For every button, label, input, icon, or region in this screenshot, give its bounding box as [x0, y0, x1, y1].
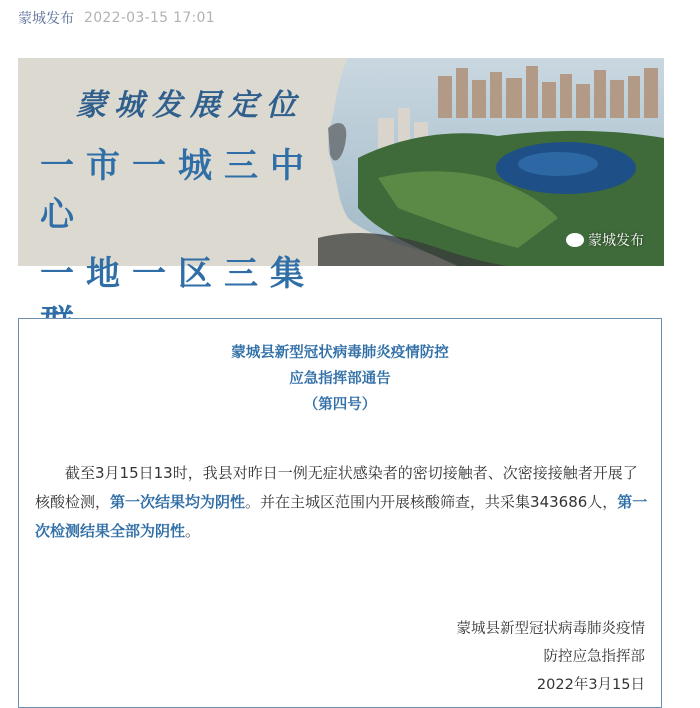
- banner-line-2: 一地一区三集: [40, 254, 316, 294]
- signature-line-1: 蒙城县新型冠状病毒肺炎疫情: [456, 621, 645, 637]
- body-text-1: 截至3月15日13时，我县对昨日一例无症状感染者的密切接触者、次密接接触者开展了核酸检测，: [35, 464, 638, 511]
- notice-title-line-2: 应急指挥部通告: [289, 371, 391, 387]
- notice-date: 2022年3月15日: [536, 677, 645, 693]
- notice-title-line-3: （第四号）: [303, 397, 377, 413]
- article-meta: [18, 8, 215, 28]
- watermark-text: 蒙城发布: [588, 233, 644, 249]
- notice-box: [18, 318, 662, 708]
- highlight-result-2: 第一次检测结果全部为阴性: [35, 493, 648, 540]
- watermark: [566, 230, 644, 250]
- banner-title: 蒙城发展定位: [76, 88, 304, 123]
- publish-time: 2022-03-15 17:01: [84, 10, 215, 26]
- banner-line-1: 一市一城三中心: [40, 146, 316, 235]
- banner-image: [18, 58, 664, 294]
- notice-body: [35, 459, 649, 546]
- highlight-result-1: 第一次结果均为阴性: [110, 493, 246, 511]
- banner-slogan: [40, 80, 340, 354]
- wechat-icon: [566, 233, 584, 247]
- body-text-3: 。: [185, 522, 201, 540]
- account-name-link[interactable]: 蒙城发布: [18, 11, 74, 27]
- notice-title-line-1: 蒙城县新型冠状病毒肺炎疫情防控: [231, 345, 449, 361]
- signature-line-2: 防控应急指挥部: [543, 649, 645, 665]
- body-text-2: 。并在主城区范围内开展核酸筛查，共采集343686人，: [245, 493, 618, 511]
